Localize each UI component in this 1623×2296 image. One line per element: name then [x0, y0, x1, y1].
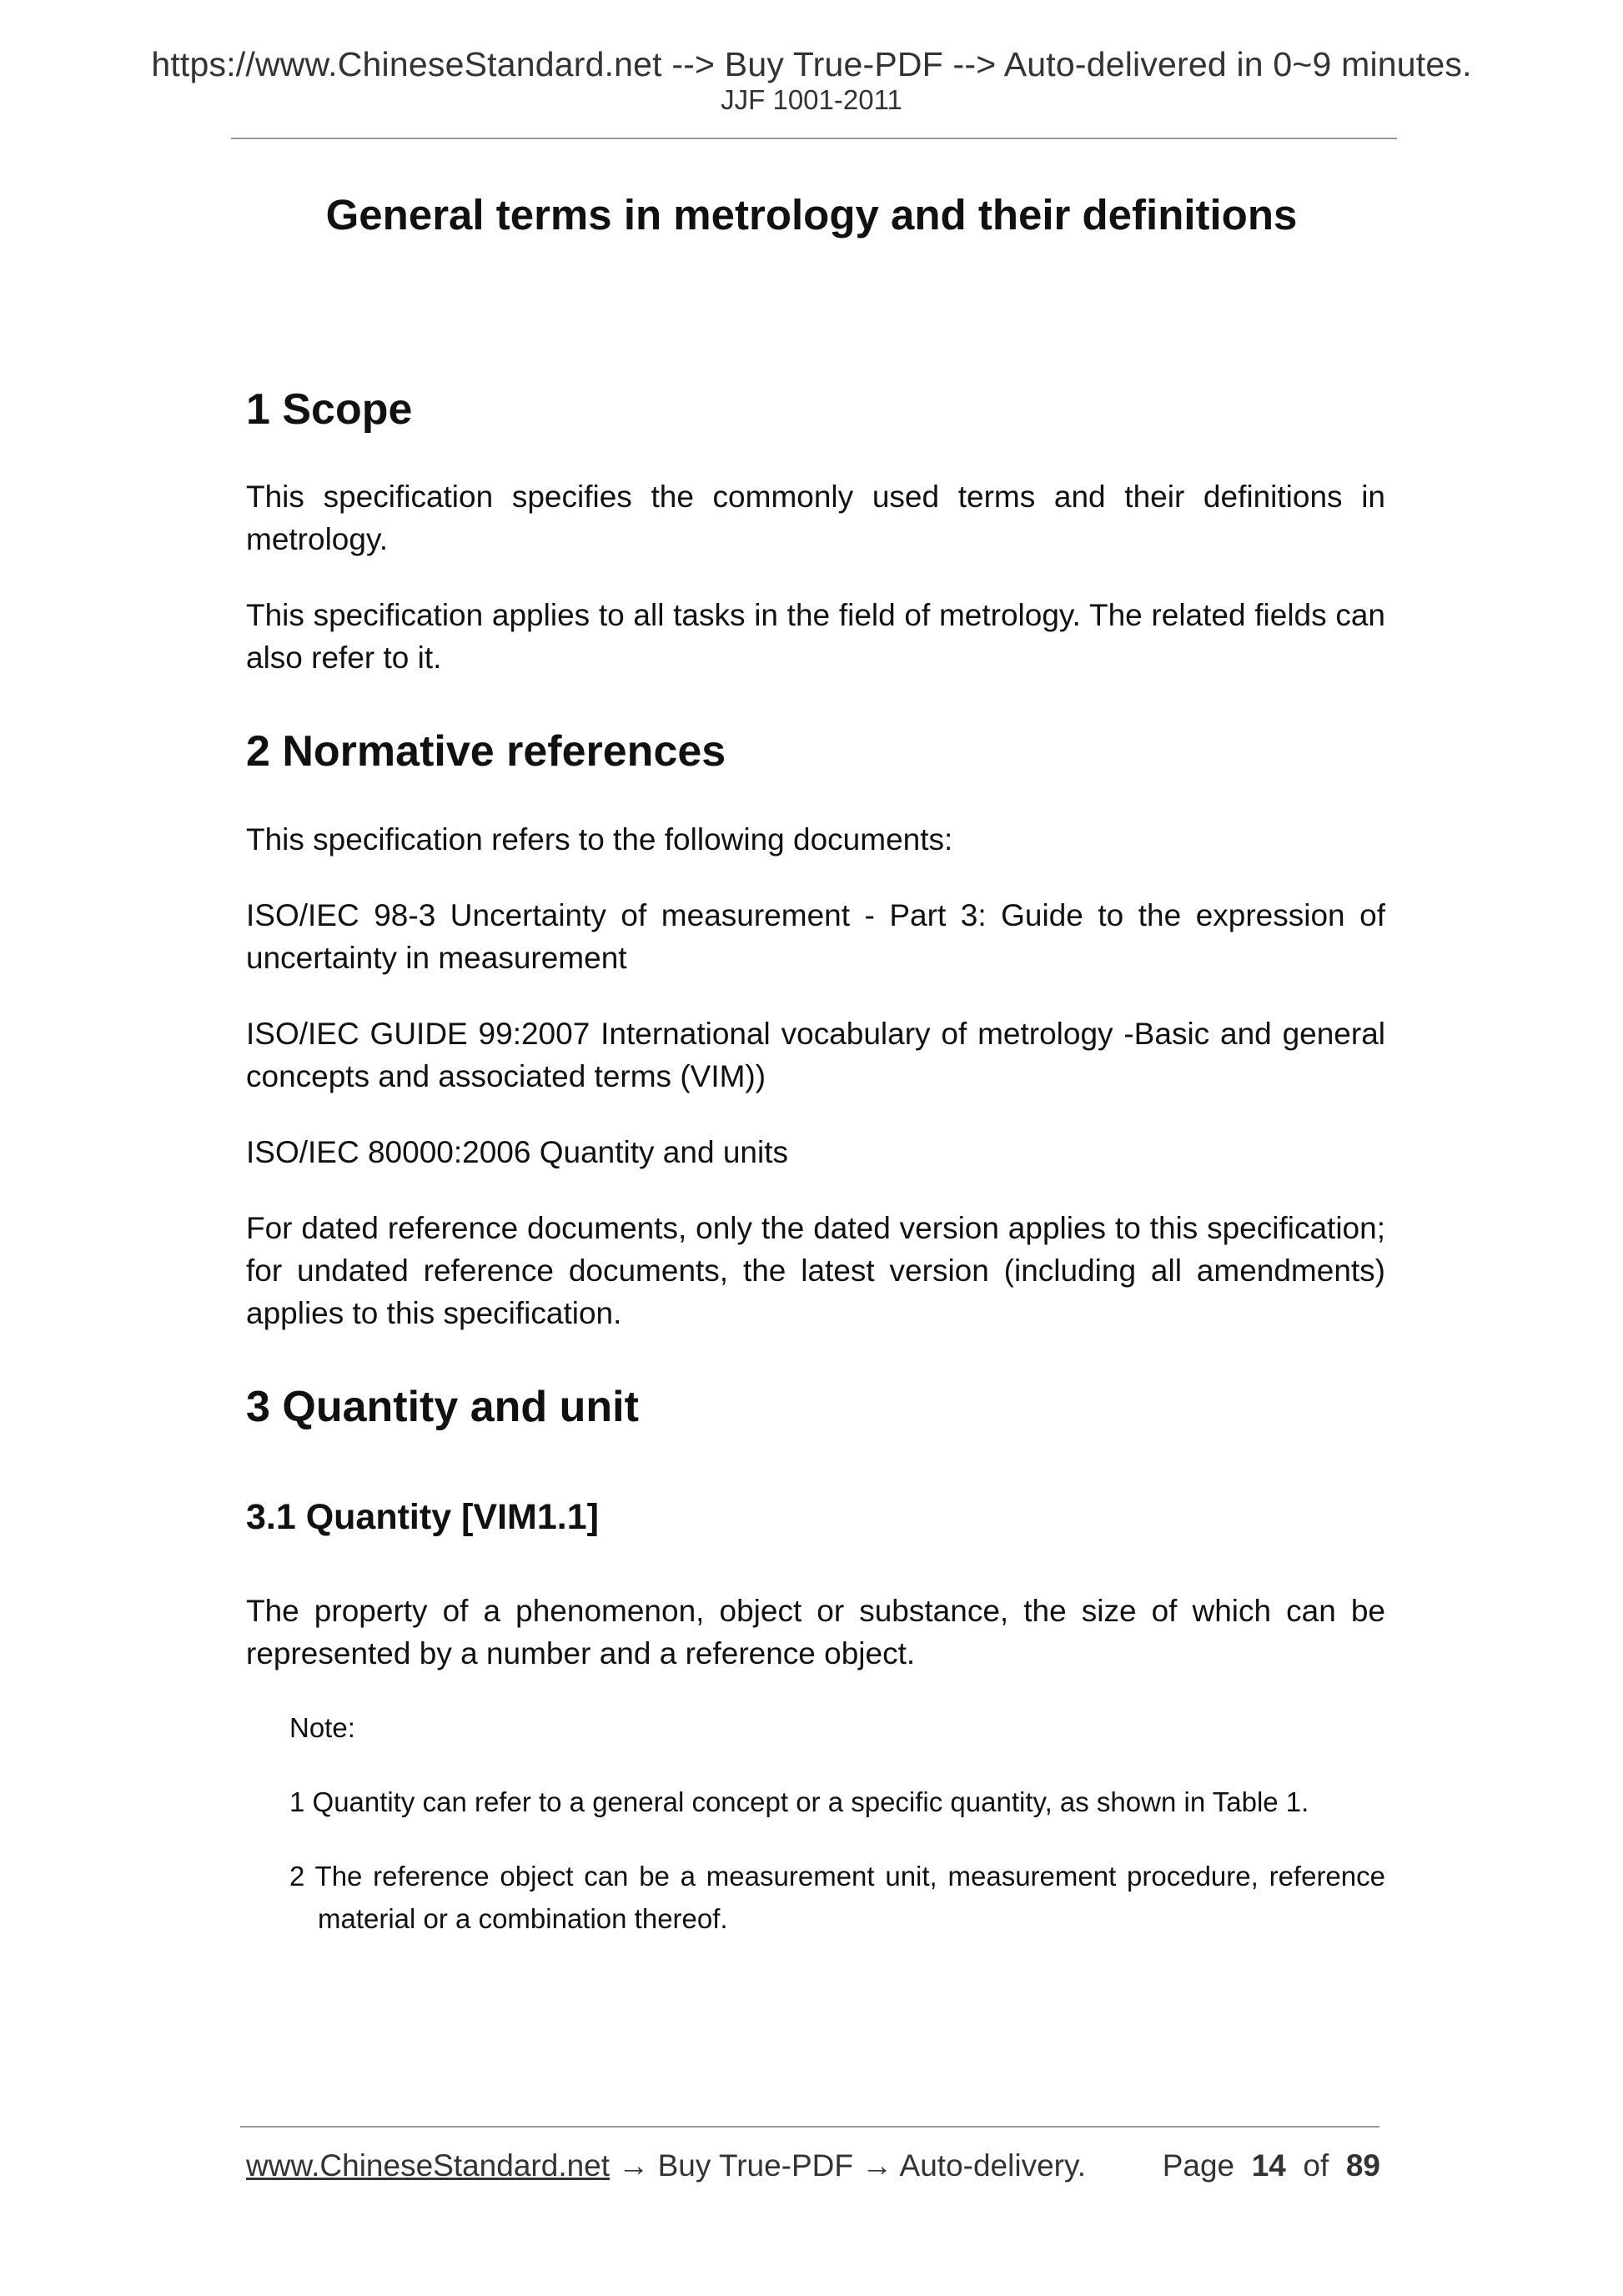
note-item: 1 Quantity can refer to a general concept or a specific quantity, as shown in Table 1. [289, 1786, 1309, 1817]
arrow-right-icon: → [618, 2148, 650, 2183]
normative-intro: This specification refers to the following documents: [246, 821, 953, 857]
website-link[interactable]: www.ChineseStandard.net [246, 2148, 611, 2183]
note-item: 2 The reference object can be a measurement unit, measurement procedure, reference material or a combination thereof. [289, 1860, 1385, 1934]
footer-divider [240, 2126, 1379, 2128]
quantity-definition: The property of a phenomenon, object or substance, the size of which can be represented by a number and a reference object. [246, 1593, 1385, 1671]
document-body [246, 384, 1385, 1940]
section-3-heading: 3 Quantity and unit [246, 1382, 639, 1431]
scope-paragraph-2: This specification applies to all tasks in the field of metrology. The related fields can also refer to it. [246, 598, 1385, 676]
of-label: of [1303, 2148, 1329, 2183]
subsection-3-1-heading: 3.1 Quantity [VIM1.1] [246, 1497, 599, 1538]
note-label: Note: [289, 1711, 355, 1743]
page-label: Page [1162, 2148, 1235, 2183]
scope-paragraph-1: This specification specifies the commonly used terms and their definitions in metrology. [246, 480, 1385, 557]
reference-item: ISO/IEC 98-3 Uncertainty of measurement - Part 3: Guide to the expression of uncertainty in measurement [246, 897, 1385, 975]
header-divider [231, 138, 1397, 139]
section-2-heading: 2 Normative references [246, 727, 726, 776]
document-number: JJF 1001-2011 [721, 84, 902, 115]
auto-delivery-text: Auto-delivery. [899, 2148, 1087, 2183]
arrow-right-icon: → [862, 2148, 893, 2183]
normative-closing: For dated reference documents, only the dated version applies to this specification; for undated reference documents, the latest version (including all amendments) applies to this specification. [246, 1210, 1385, 1330]
header-banner: https://www.ChineseStandard.net --> Buy True-PDF --> Auto-delivered in 0~9 minutes. [151, 45, 1472, 83]
buy-pdf-text: Buy True-PDF [657, 2148, 854, 2183]
section-1-heading: 1 Scope [246, 385, 413, 434]
reference-item: ISO/IEC GUIDE 99:2007 International vocabulary of metrology -Basic and general concepts and associated terms (VIM)) [246, 1016, 1385, 1093]
page-indicator [1163, 2148, 1380, 2183]
current-page-number: 14 [1251, 2148, 1286, 2183]
total-pages-number: 89 [1345, 2148, 1380, 2183]
reference-item: ISO/IEC 80000:2006 Quantity and units [246, 1134, 788, 1169]
document-title: General terms in metrology and their definitions [325, 191, 1298, 239]
